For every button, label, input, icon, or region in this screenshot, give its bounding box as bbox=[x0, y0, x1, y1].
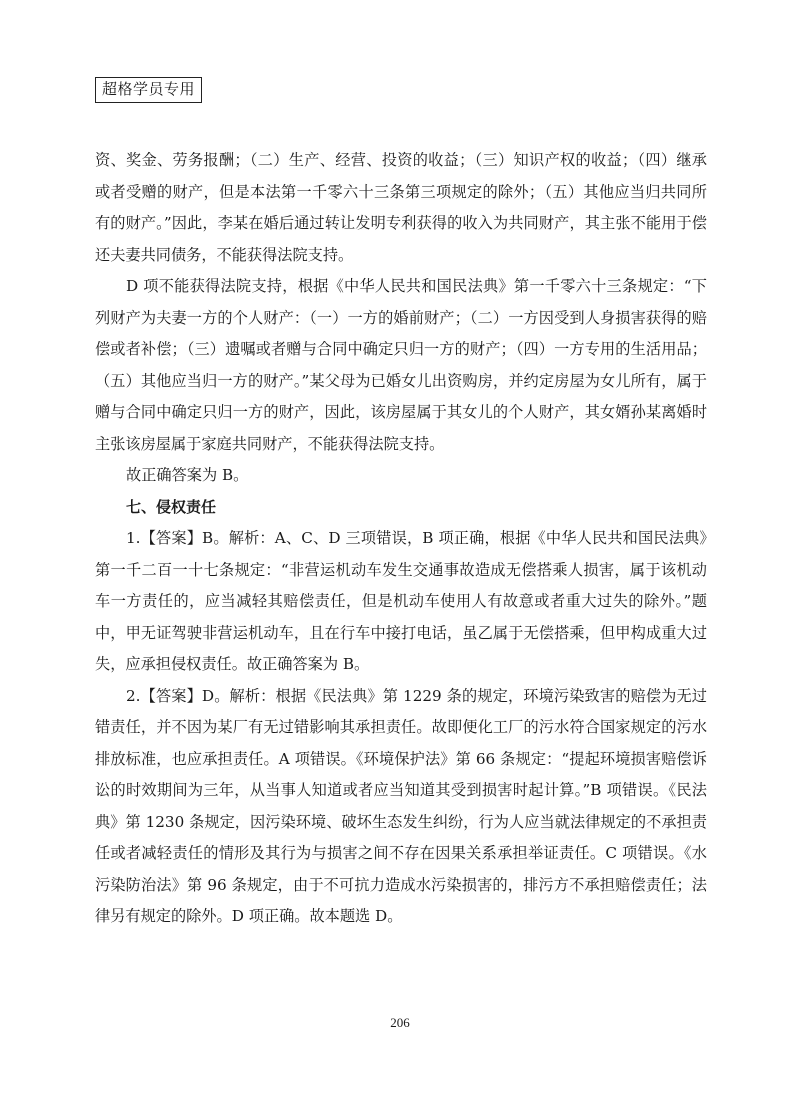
page-number: 206 bbox=[390, 1015, 410, 1030]
section-heading: 七、侵权责任 bbox=[126, 497, 217, 516]
watermark-stamp: 超格学员专用 bbox=[95, 77, 202, 103]
paragraph-answer-summary: 故正确答案为 B。 bbox=[126, 466, 249, 484]
document-body bbox=[95, 145, 707, 933]
paragraph-continuation: 资、奖金、劳务报酬；（二）生产、经营、投资的收益；（三）知识产权的收益；（四）继承或者受赠的财产，但是本法第一千零六十三条第三项规定的除外；（五）其他应当归共同所有的财产。”因此，李某在婚后通过转让发明专利获得的收入为共同财产，其主张不能用于偿还夫妻共同债务，不能获得法院支持。 bbox=[95, 151, 707, 264]
paragraph-question-1: 1.【答案】B。解析：A、C、D 三项错误，B 项正确，根据《中华人民共和国民法典》第一千二百一十七条规定：“非营运机动车发生交通事故造成无偿搭乘人损害，属于该机动车一方责任的，应当减轻其赔偿责任，但是机动车使用人有故意或者重大过失的除外。”题中，甲无证驾驶非营运机动车，且在行车中接打电话，虽乙属于无偿搭乘，但甲构成重大过失，应承担侵权责任。故正确答案为 B。 bbox=[95, 529, 707, 673]
paragraph-option-d: D 项不能获得法院支持，根据《中华人民共和国民法典》第一千零六十三条规定：“下列财产为夫妻一方的个人财产：（一）一方的婚前财产；（二）一方因受到人身损害获得的赔偿或者补偿；（三）遗嘱或者赠与合同中确定只归一方的财产；（四）一方专用的生活用品；（五）其他应当归一方的财产。”某父母为已婚女儿出资购房，并约定房屋为女儿所有，属于赠与合同中确定只归一方的财产，因此，该房屋属于其女儿的个人财产，其女婿孙某离婚时主张该房屋属于家庭共同财产，不能获得法院支持。 bbox=[95, 277, 707, 453]
paragraph-question-2: 2.【答案】D。解析：根据《民法典》第 1229 条的规定，环境污染致害的赔偿为无过错责任，并不因为某厂有无过错影响其承担责任。故即便化工厂的污水符合国家规定的污水排放标准，也应承担责任。A 项错误。《环境保护法》第 66 条规定：“提起环境损害赔偿诉讼的时效期间为三年，从当事人知道或者应当知道其受到损害时起计算。”B 项错误。《民法典》第 1230 条规定，因污染环境、破坏生态发生纠纷，行为人应当就法律规定的不承担责任或者减轻责任的情形及其行为与损害之间不存在因果关系承担举证责任。C 项错误。《水污染防治法》第 96 条规定，由于不可抗力造成水污染损害的，排污方不承担赔偿责任；法律另有规定的除外。D 项正确。故本题选 D。 bbox=[95, 686, 707, 925]
